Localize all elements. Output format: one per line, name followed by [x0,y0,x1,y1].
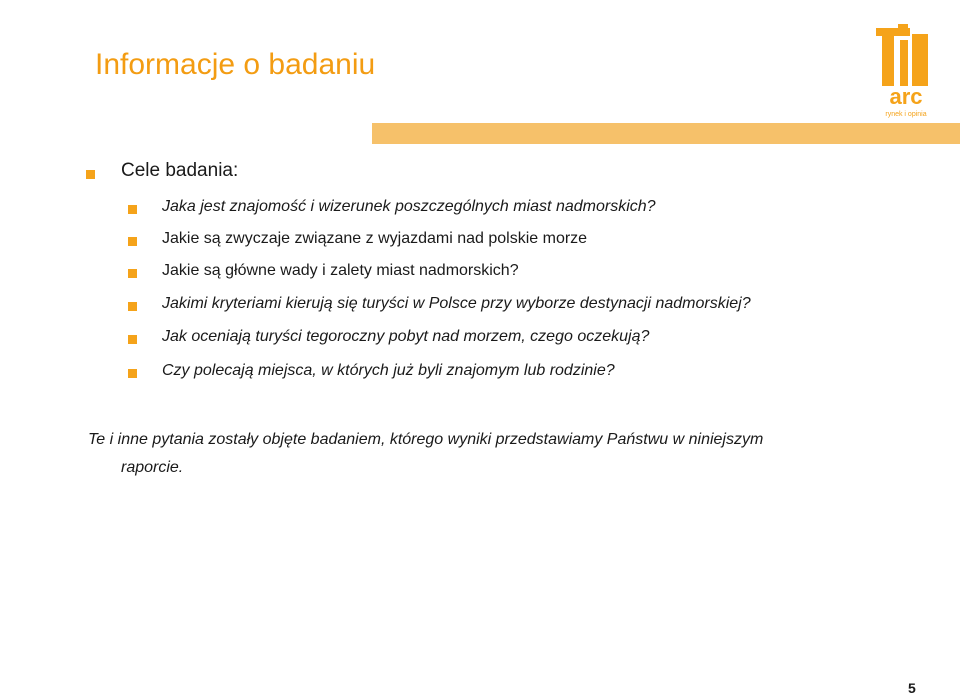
bullet-icon [128,302,137,311]
page-title: Informacje o badaniu [95,48,376,81]
footer-line-2: raporcie. [121,459,184,476]
list-item: Jak oceniają turyści tegoroczny pobyt nad morzem, czego oczekują? [162,328,650,345]
page-number: 5 [908,680,916,696]
bullet-icon [128,205,137,214]
arc-logo-icon [868,22,944,118]
list-item: Jakie są zwyczaje związane z wyjazdami nad polskie morze [162,230,588,247]
list-item: Jakie są główne wady i zalety miast nadmorskich? [162,262,519,279]
footer-line-1: Te i inne pytania zostały objęte badaniem, którego wyniki przedstawiamy Państwu w niniejszym [88,431,764,448]
bullet-icon [128,369,137,378]
logo-tagline: rynek i opinia [885,111,927,118]
list-item: Jakimi kryteriami kierują się turyści w Polsce przy wyborze destynacji nadmorskiej? [162,295,751,312]
bullet-icon [128,269,137,278]
header-band [372,123,960,144]
bullet-icon [128,335,137,344]
footer-text [88,426,888,482]
section-heading: Cele badania: [121,160,239,181]
logo-text: arc [889,84,923,109]
list-item: Jaka jest znajomość i wizerunek poszczególnych miast nadmorskich? [162,198,656,215]
list-item: Czy polecają miejsca, w których już byli znajomym lub rodzinie? [162,362,615,379]
bullet-icon [86,170,95,179]
bullet-icon [128,237,137,246]
